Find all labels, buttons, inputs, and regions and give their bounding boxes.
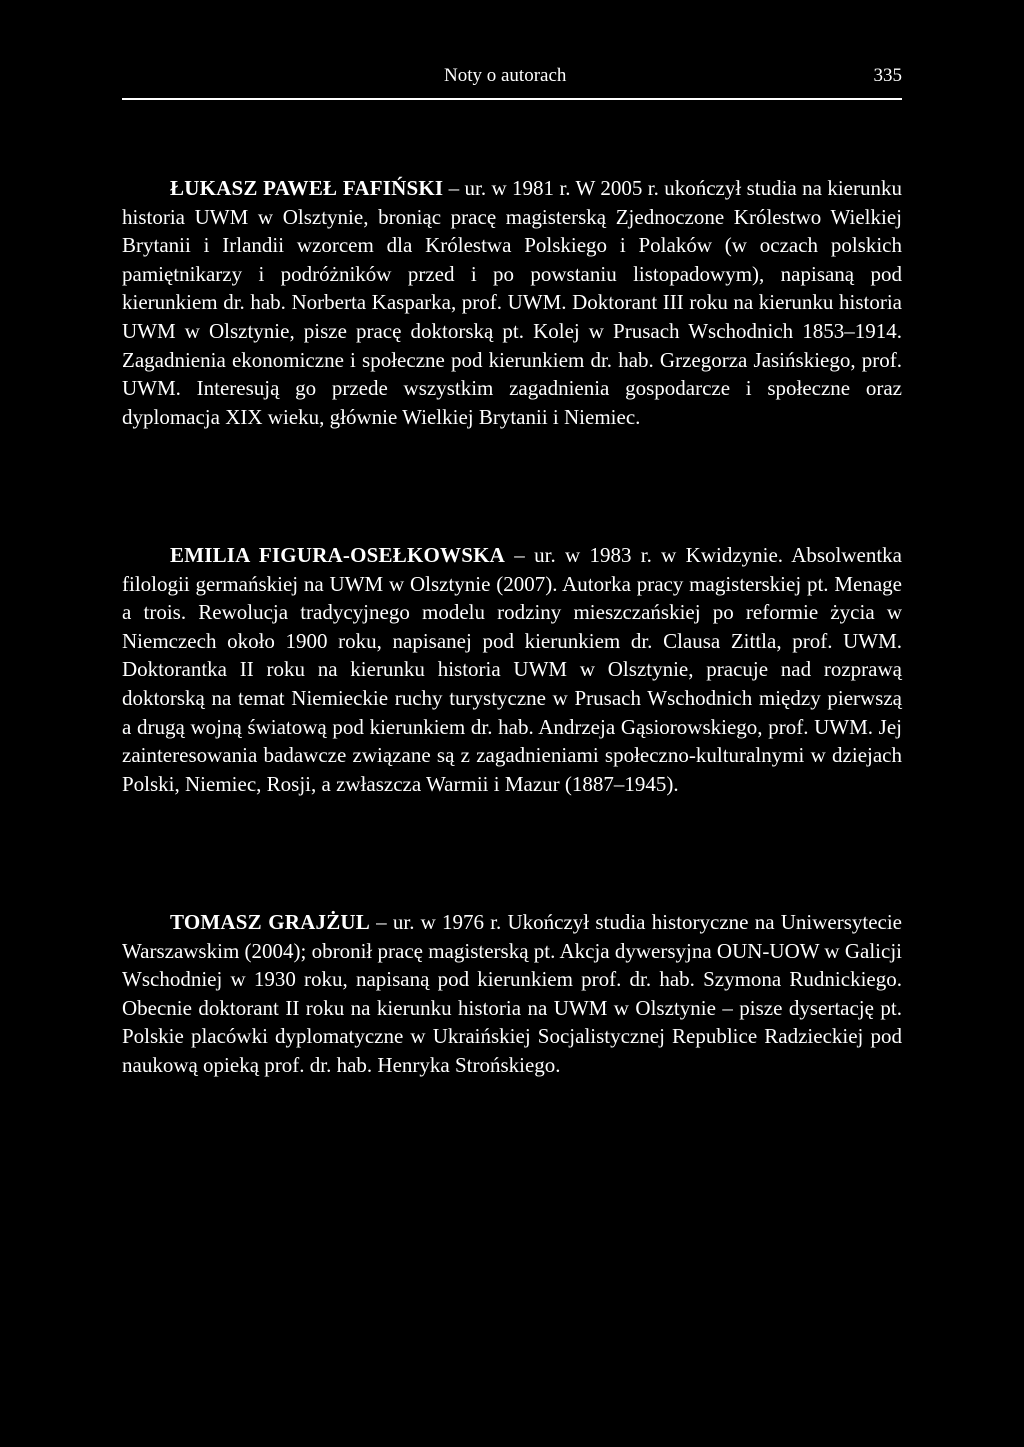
author-name: ŁUKASZ PAWEŁ FAFIŃSKI bbox=[170, 176, 444, 200]
author-bio: – ur. w 1976 r. Ukończył studia historyczne na Uniwersytecie Warszawskim (2004); obronił pracę magisterską pt. Akcja dywersyjna OUN-UOW w Galicji Wschodniej w 1930 roku, napisaną pod kierunkiem prof. dr. hab. Szymona Rudnickiego. Obecnie doktorant II roku na kierunku historia na UWM w Olsztynie – pisze dysertację pt. Polskie placówki dyplomatyczne w Ukraińskiej Socjalistycznej Republice Radzieckiej pod naukową opieką prof. dr. hab. Henryka Strońskiego. bbox=[122, 910, 902, 1077]
author-bio: – ur. w 1983 r. w Kwidzynie. Absolwentka filologii germańskiej na UWM w Olsztynie (2007). Autorka pracy magisterskiej pt. Menage a trois. Rewolucja tradycyjnego modelu rodziny mieszczańskiej po reformie życia w Niemczech około 1900 roku, napisanej pod kierunkiem dr. Clausa Zittla, prof. UWM. Doktorantka II roku na kierunku historia UWM w Olsztynie, pracuje nad rozprawą doktorską na temat Niemieckie ruchy turystyczne w Prusach Wschodnich między pierwszą a drugą wojną światową pod kierunkiem dr. hab. Andrzeja Gąsiorowskiego, prof. UWM. Jej zainteresowania badawcze związane są z zagadnieniami społeczno-kulturalnymi w dziejach Polski, Niemiec, Rosji, a zwłaszcza Warmii i Mazur (1887–1945). bbox=[122, 543, 903, 796]
author-name: TOMASZ GRAJŻUL bbox=[170, 910, 370, 934]
running-header bbox=[122, 62, 902, 90]
author-name: EMILIA FIGURA-OSEŁKOWSKA bbox=[170, 543, 505, 567]
author-note bbox=[122, 541, 902, 798]
author-note bbox=[122, 174, 902, 431]
header-rule bbox=[122, 98, 902, 100]
author-bio: – ur. w 1981 r. W 2005 r. ukończył studia na kierunku historia UWM w Olsztynie, broniąc pracę magisterską Zjednoczone Królestwo Wielkiej Brytanii i Irlandii wzorcem dla Królestwa Polskiego i Polaków (w oczach polskich pamiętnikarzy i podróżników przed i po powstaniu listopadowym), napisaną pod kierunkiem dr. hab. Norberta Kasparka, prof. UWM. Doktorant III roku na kierunku historia UWM w Olsztynie, pisze pracę doktorską pt. Kolej w Prusach Wschodnich 1853–1914. Zagadnienia ekonomiczne i społeczne pod kierunkiem dr. hab. Grzegorza Jasińskiego, prof. UWM. Interesują go przede wszystkim zagadnienia gospodarcze i społeczne oraz dyplomacja XIX wieku, głównie Wielkiej Brytanii i Niemiec. bbox=[122, 176, 902, 429]
author-note bbox=[122, 908, 902, 1080]
page-number: 335 bbox=[873, 65, 902, 86]
header-title: Noty o autorach bbox=[444, 65, 567, 86]
